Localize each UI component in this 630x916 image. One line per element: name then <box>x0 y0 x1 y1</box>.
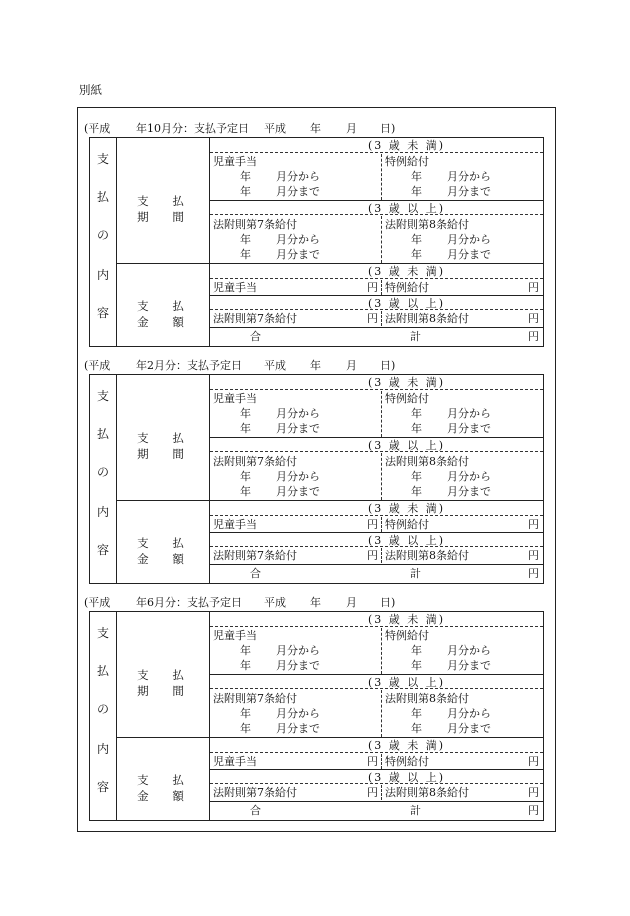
heading-part: 年2月分：支払予定日 <box>136 359 242 372</box>
under3-header: (3 歳 未 満) <box>210 375 543 390</box>
art8-label: 法附則第8条給付 <box>385 218 469 231</box>
art8-label: 法附則第8条給付 <box>385 786 469 799</box>
vertical-char: 払 <box>96 664 109 678</box>
payment-period-cell <box>116 612 210 737</box>
year-label: 年 <box>240 233 251 246</box>
vertical-char: 支 <box>96 389 109 403</box>
art7-label: 法附則第7条給付 <box>213 549 297 562</box>
column-divider <box>381 453 382 500</box>
heading-part: 月 <box>346 122 357 135</box>
from-label: 月分から <box>276 707 320 720</box>
from-label: 月分から <box>447 233 491 246</box>
child-allowance-label: 児童手当 <box>213 629 257 642</box>
art8-label: 法附則第8条給付 <box>385 455 469 468</box>
until-label: 月分まで <box>276 248 320 261</box>
vertical-char: 内 <box>96 268 109 282</box>
until-label: 月分まで <box>447 422 491 435</box>
payment-table <box>89 137 544 347</box>
under3-header: (3 歳 未 満) <box>210 264 543 279</box>
year-label: 年 <box>240 248 251 261</box>
column-divider <box>381 628 382 674</box>
year-label: 年 <box>411 170 422 183</box>
heading-part: (平成 <box>84 122 111 135</box>
art7-label: 法附則第7条給付 <box>213 218 297 231</box>
from-label: 月分から <box>447 407 491 420</box>
until-label: 月分まで <box>447 185 491 198</box>
from-label: 月分から <box>447 644 491 657</box>
year-label: 年 <box>240 170 251 183</box>
total-right-label: 計 <box>410 330 421 343</box>
from-label: 月分から <box>447 707 491 720</box>
payment-amount-cell <box>116 500 210 584</box>
payment-period-cell <box>116 375 210 500</box>
until-label: 月分まで <box>276 722 320 735</box>
total-right-label: 計 <box>410 804 421 817</box>
heading-part: (平成 <box>84 596 111 609</box>
year-label: 年 <box>240 422 251 435</box>
yen-label: 円 <box>367 549 378 562</box>
vertical-char: の <box>96 228 109 242</box>
payment-period-label: 支 払 期 間 <box>137 431 194 461</box>
column-divider <box>381 311 382 326</box>
over3-header: (3 歳 以 上) <box>210 769 543 784</box>
year-label: 年 <box>411 485 422 498</box>
under3-header: (3 歳 未 満) <box>210 612 543 627</box>
child-allowance-label: 児童手当 <box>213 518 257 531</box>
year-label: 年 <box>411 185 422 198</box>
over3-header: (3 歳 以 上) <box>210 200 543 215</box>
year-label: 年 <box>411 722 422 735</box>
from-label: 月分から <box>276 170 320 183</box>
column-divider <box>381 216 382 263</box>
payment-amount-cell <box>116 263 210 347</box>
payment-section <box>84 121 544 347</box>
yen-label: 円 <box>528 312 539 325</box>
until-label: 月分まで <box>447 659 491 672</box>
special-benefit-label: 特例給付 <box>385 155 429 168</box>
total-yen-label: 円 <box>528 567 539 580</box>
year-label: 年 <box>411 707 422 720</box>
year-label: 年 <box>411 248 422 261</box>
until-label: 月分まで <box>447 722 491 735</box>
year-label: 年 <box>240 485 251 498</box>
payment-table <box>89 374 544 584</box>
art7-label: 法附則第7条給付 <box>213 312 297 325</box>
heading-part: 日) <box>380 122 396 135</box>
vertical-char: 支 <box>96 626 109 640</box>
heading-part: 年 <box>310 596 321 609</box>
yen-label: 円 <box>528 549 539 562</box>
child-allowance-label: 児童手当 <box>213 155 257 168</box>
vertical-char: 容 <box>96 543 109 557</box>
vertical-char: 内 <box>96 505 109 519</box>
art7-label: 法附則第7条給付 <box>213 786 297 799</box>
over3-header: (3 歳 以 上) <box>210 437 543 452</box>
art8-label: 法附則第8条給付 <box>385 549 469 562</box>
art8-label: 法附則第8条給付 <box>385 692 469 705</box>
heading-part: 月 <box>346 596 357 609</box>
special-benefit-label: 特例給付 <box>385 392 429 405</box>
payment-content-column <box>90 612 117 820</box>
vertical-char: の <box>96 702 109 716</box>
from-label: 月分から <box>276 233 320 246</box>
art7-label: 法附則第7条給付 <box>213 692 297 705</box>
heading-part: 平成 <box>264 122 286 135</box>
yen-label: 円 <box>528 786 539 799</box>
payment-amount-label: 支 払 金 額 <box>137 299 194 329</box>
yen-label: 円 <box>528 281 539 294</box>
year-label: 年 <box>240 707 251 720</box>
yen-label: 円 <box>367 518 378 531</box>
yen-label: 円 <box>367 786 378 799</box>
under3-header: (3 歳 未 満) <box>210 138 543 153</box>
heading-part: 年 <box>310 359 321 372</box>
art8-label: 法附則第8条給付 <box>385 312 469 325</box>
yen-label: 円 <box>367 312 378 325</box>
total-left-label: 合 <box>250 804 261 817</box>
payment-period-cell <box>116 138 210 263</box>
until-label: 月分まで <box>276 185 320 198</box>
column-divider <box>381 785 382 800</box>
year-label: 年 <box>240 470 251 483</box>
payment-content-column <box>90 138 117 346</box>
payment-period-label: 支 払 期 間 <box>137 668 194 698</box>
year-label: 年 <box>411 422 422 435</box>
payment-amount-label: 支 払 金 額 <box>137 536 194 566</box>
year-label: 年 <box>411 233 422 246</box>
total-divider <box>210 327 543 328</box>
year-label: 年 <box>240 722 251 735</box>
payment-amount-cell <box>116 737 210 821</box>
child-allowance-label: 児童手当 <box>213 392 257 405</box>
yen-label: 円 <box>367 281 378 294</box>
vertical-char: 容 <box>96 780 109 794</box>
year-label: 年 <box>240 659 251 672</box>
art7-label: 法附則第7条給付 <box>213 455 297 468</box>
total-left-label: 合 <box>250 567 261 580</box>
child-allowance-label: 児童手当 <box>213 281 257 294</box>
payment-table <box>89 611 544 821</box>
column-divider <box>381 517 382 532</box>
from-label: 月分から <box>447 170 491 183</box>
heading-part: 月 <box>346 359 357 372</box>
special-benefit-label: 特例給付 <box>385 755 429 768</box>
detail-area <box>210 138 543 347</box>
vertical-char: 払 <box>96 427 109 441</box>
over3-header: (3 歳 以 上) <box>210 674 543 689</box>
total-yen-label: 円 <box>528 804 539 817</box>
detail-area <box>210 612 543 821</box>
column-divider <box>381 391 382 437</box>
year-label: 年 <box>240 185 251 198</box>
column-divider <box>381 754 382 769</box>
total-right-label: 計 <box>410 567 421 580</box>
child-allowance-label: 児童手当 <box>213 755 257 768</box>
page-label: 別紙 <box>79 83 102 97</box>
under3-header: (3 歳 未 満) <box>210 738 543 753</box>
until-label: 月分まで <box>276 659 320 672</box>
heading-part: 平成 <box>264 359 286 372</box>
column-divider <box>381 154 382 200</box>
over3-header: (3 歳 以 上) <box>210 532 543 547</box>
heading-part: 年6月分：支払予定日 <box>136 596 242 609</box>
heading-part: 日) <box>380 359 396 372</box>
total-divider <box>210 564 543 565</box>
over3-header: (3 歳 以 上) <box>210 295 543 310</box>
until-label: 月分まで <box>276 485 320 498</box>
year-label: 年 <box>240 407 251 420</box>
payment-section <box>84 595 544 821</box>
column-divider <box>381 548 382 563</box>
heading-part: (平成 <box>84 359 111 372</box>
under3-header: (3 歳 未 満) <box>210 501 543 516</box>
until-label: 月分まで <box>447 248 491 261</box>
year-label: 年 <box>411 659 422 672</box>
total-yen-label: 円 <box>528 330 539 343</box>
heading-part: 平成 <box>264 596 286 609</box>
vertical-char: 支 <box>96 152 109 166</box>
heading-part: 年 <box>310 122 321 135</box>
vertical-char: 払 <box>96 190 109 204</box>
year-label: 年 <box>411 470 422 483</box>
detail-area <box>210 375 543 584</box>
payment-content-column <box>90 375 117 583</box>
year-label: 年 <box>411 407 422 420</box>
until-label: 月分まで <box>276 422 320 435</box>
from-label: 月分から <box>276 407 320 420</box>
special-benefit-label: 特例給付 <box>385 629 429 642</box>
special-benefit-label: 特例給付 <box>385 281 429 294</box>
year-label: 年 <box>240 644 251 657</box>
heading-part: 年10月分：支払予定日 <box>136 122 249 135</box>
yen-label: 円 <box>528 518 539 531</box>
payment-section <box>84 358 544 584</box>
from-label: 月分から <box>276 470 320 483</box>
vertical-char: 内 <box>96 742 109 756</box>
total-left-label: 合 <box>250 330 261 343</box>
yen-label: 円 <box>528 755 539 768</box>
payment-period-label: 支 払 期 間 <box>137 194 194 224</box>
until-label: 月分まで <box>447 485 491 498</box>
payment-amount-label: 支 払 金 額 <box>137 773 194 803</box>
yen-label: 円 <box>367 755 378 768</box>
heading-part: 日) <box>380 596 396 609</box>
column-divider <box>381 690 382 737</box>
vertical-char: 容 <box>96 306 109 320</box>
special-benefit-label: 特例給付 <box>385 518 429 531</box>
vertical-char: の <box>96 465 109 479</box>
total-divider <box>210 801 543 802</box>
from-label: 月分から <box>276 644 320 657</box>
year-label: 年 <box>411 644 422 657</box>
column-divider <box>381 280 382 295</box>
from-label: 月分から <box>447 470 491 483</box>
